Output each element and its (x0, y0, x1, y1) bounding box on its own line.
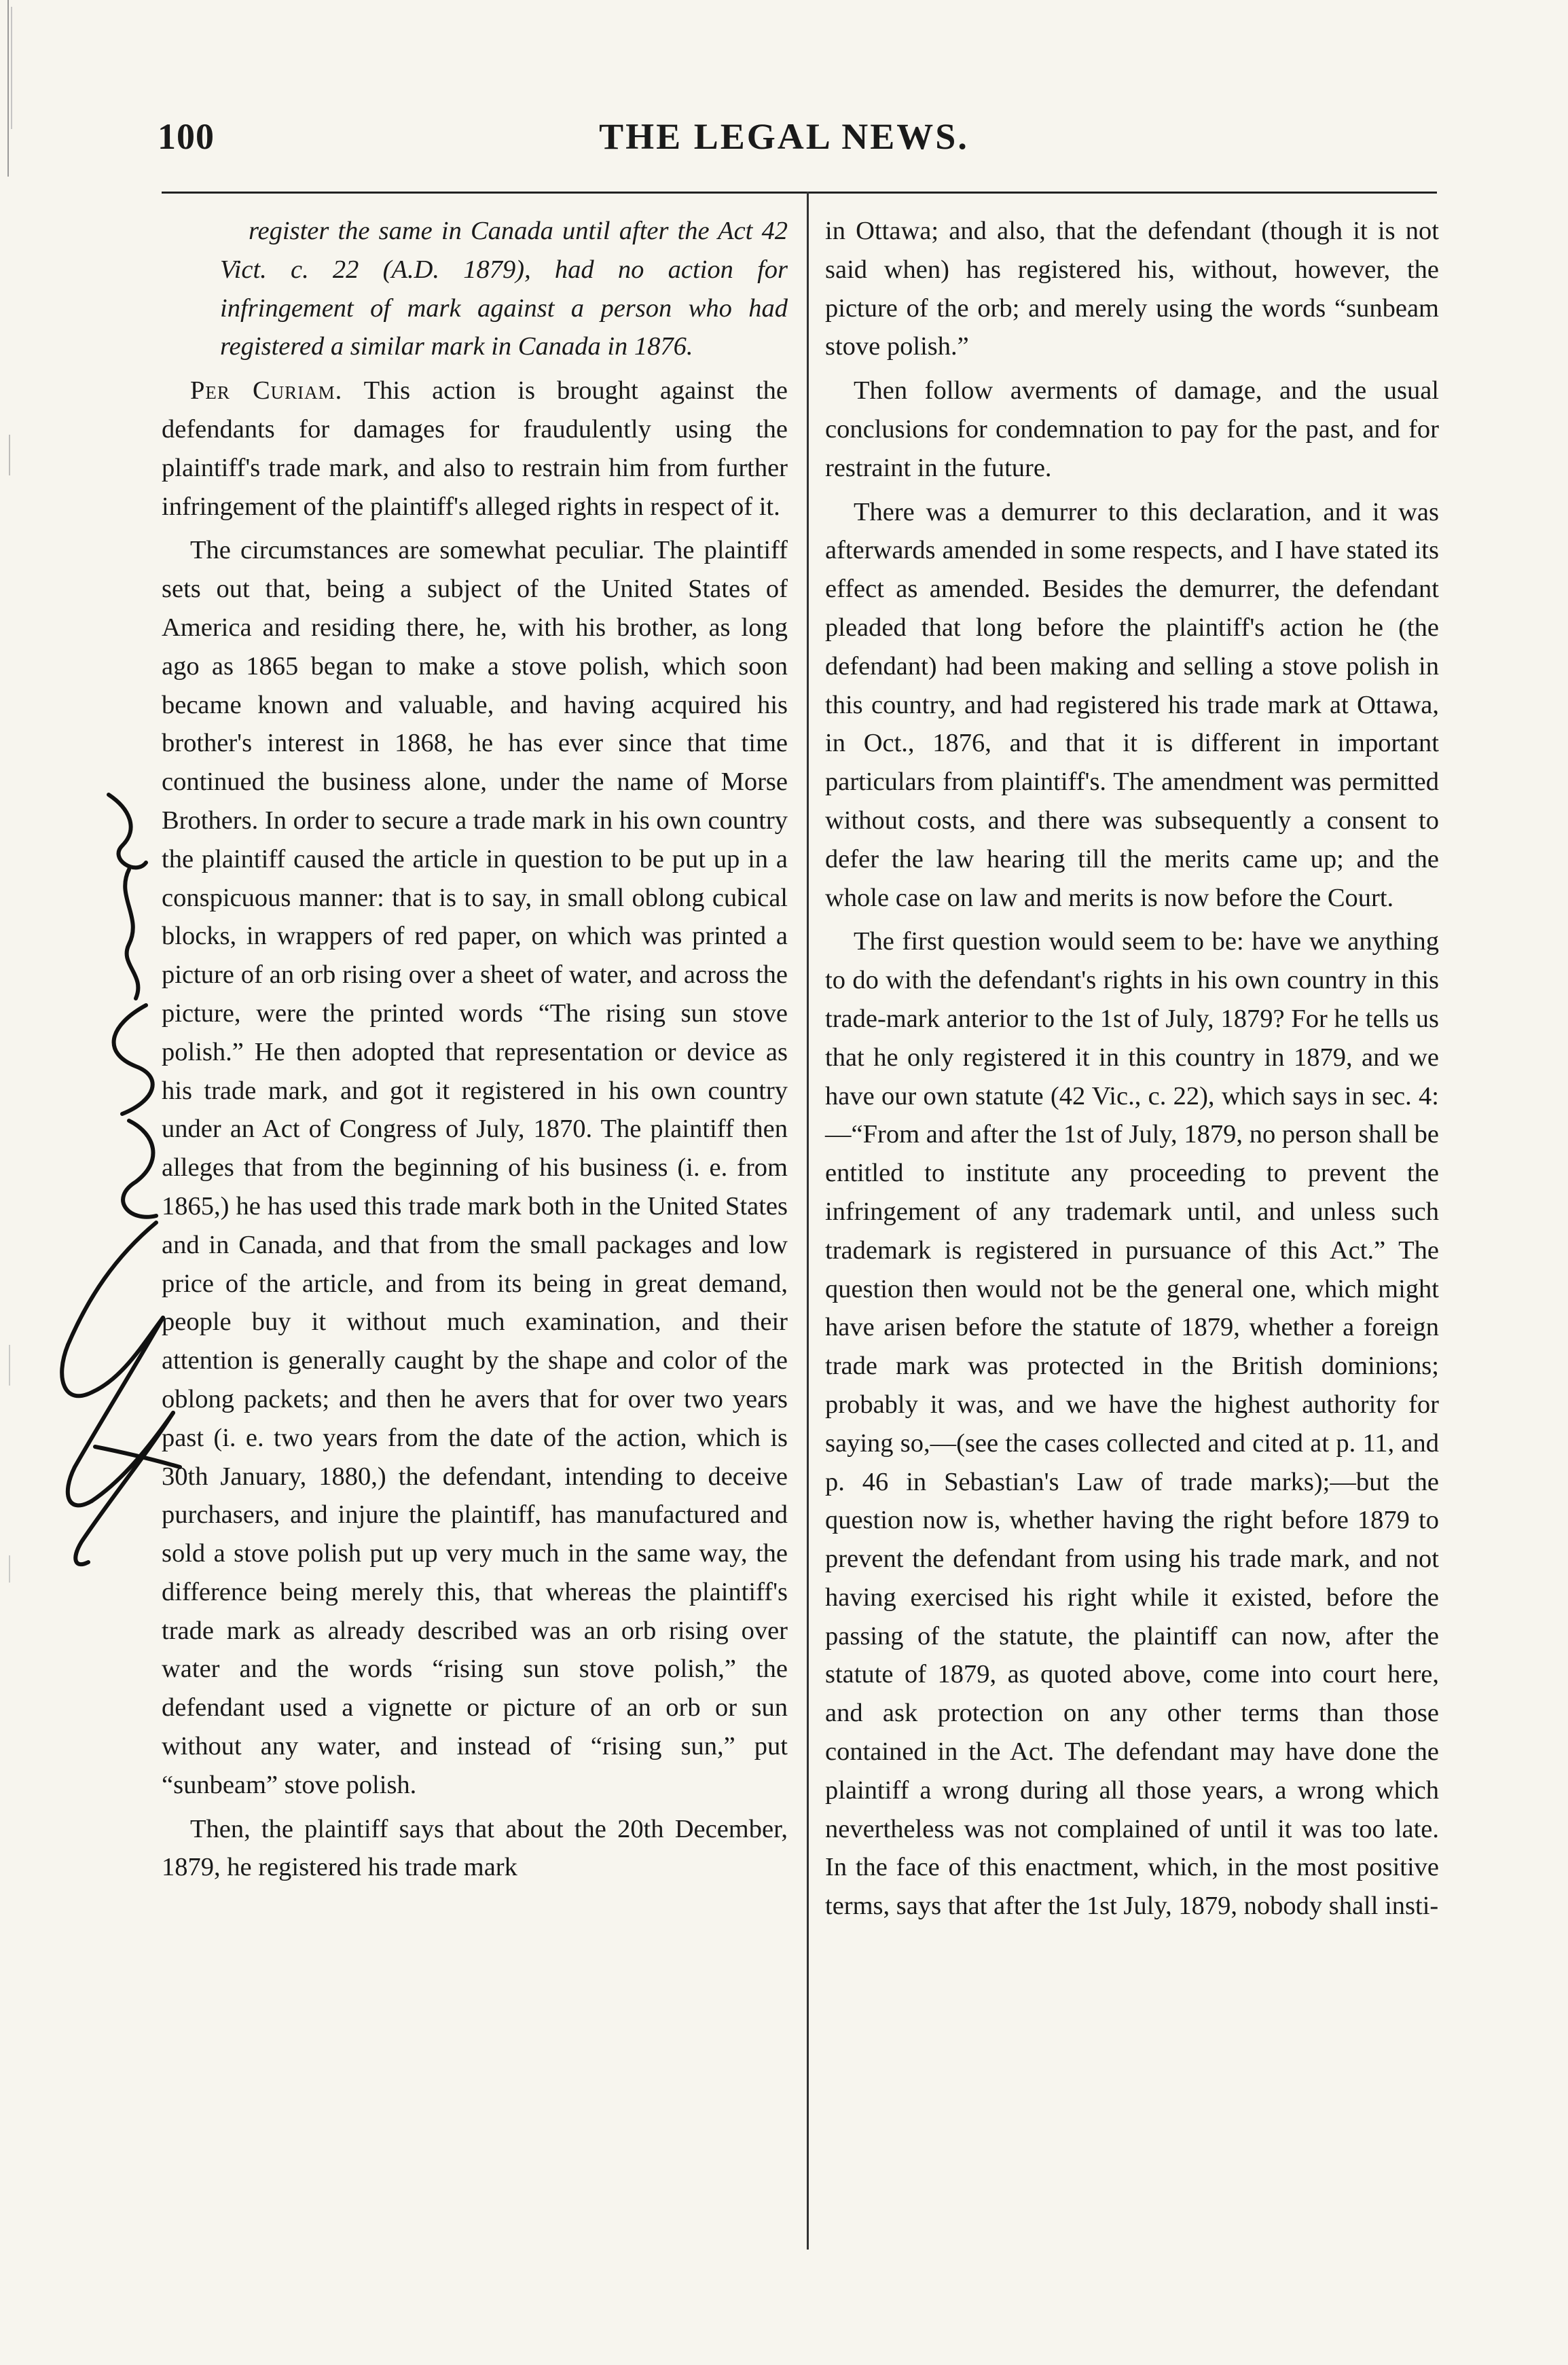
paragraph-circumstances: The circumstances are somewhat peculiar. The plaintiff sets out that, being a subject of the United States of America and residing there, he, with his brother, as long ago as 1865 began to make a stove polish, which soon became known and valuable, and having acquired his brother's interest in 1868, he has ever since that time continued the business alone, under the name of Morse Brothers. In order to secure a trade mark in his own country the plaintiff caused the article in question to be put up in a conspicuous manner: that is to say, in small oblong cubical blocks, in wrappers of red paper, on which was printed a picture of an orb rising over a sheet of water, and across the picture, were the printed words “The rising sun stove polish.” He then adopted that representation or device as his trade mark, and got it registered in his own country under an Act of Congress of July, 1870. The plaintiff then alleges that from the beginning of his business (i. e. from 1865,) he has used this trade mark both in the United States and in Canada, and that from the small packages and low price of the article, and from its being in great demand, people buy it without much examination, and their attention is generally caught by the shape and color of the oblong packets; and then he avers that for over two years past (i. e. two years from the date of the action, which is 30th January, 1880,) the defendant, intending to deceive purchasers, and injure the plaintiff, has manufactured and sold a stove polish put up very much in the same way, the difference being merely this, that whereas the plaintiff's trade mark as already described was an orb rising over water and the words “rising sun stove polish,” the defendant used a vignette or picture of an orb or sun without any water, and instead of “rising sun,” put “sunbeam” stove polish. (162, 536, 788, 1799)
column-divider (807, 192, 809, 2250)
per-curiam-label: Per Curiam. (190, 376, 343, 405)
handwritten-signature (27, 781, 183, 1576)
header-rule (162, 192, 1437, 194)
paragraph-first-question: The first question would seem to be: have we anything to do with the defendant's rights in his own country in this trade-mark anterior to the 1st of July, 1879? For he tells us that he only registered it in this country in 1879, and we have our own statute (42 Vic., c. 22), which says in sec. 4:—“From and after the 1st of July, 1879, no person shall be entitled to institute any proceeding to prevent the infringement of any trademark until, and unless such trademark is registered in pursuance of this Act.” The question then would not be the general one, which might have arisen before the statute of 1879, whether a foreign trade mark was protected in the British dominions; probably it was, and we have the highest authority for saying so,—(see the cases collected and cited at p. 11, and p. 46 in Sebastian's Law of trade marks);—but the question now is, whether having the right before 1879 to prevent the defendant from using his trade mark, and not having exercised his right while it existed, before the passing of the statute, the plaintiff can now, after the statute of 1879, as quoted above, come into court here, and ask protection on any other terms than those contained in the Act. The defendant may have done the plaintiff a wrong during all those years, a wrong which nevertheless was not complained of until it was too late. In the face of this enactment, which, in the most positive terms, says that after the 1st July, 1879, nobody shall insti- (825, 927, 1439, 1921)
running-head-title: THE LEGAL NEWS. (599, 116, 969, 157)
paragraph-per-curiam (162, 372, 788, 526)
left-column (162, 212, 788, 1892)
right-column (825, 212, 1439, 1931)
scan-edge-marks (5, 0, 18, 2362)
paragraph-continued: in Ottawa; and also, that the defendant (though it is not said when) has registered his, without, however, the picture of the orb; and merely using the words “sunbeam stove polish.” (825, 217, 1439, 361)
paragraph-demurrer: There was a demurrer to this declaration, and it was afterwards amended in some respects, and I have stated its effect as amended. Besides the demurrer, the defendant pleaded that long before the plaintiff's action he (the defendant) had been making and selling a stove polish in this country, and had registered his trade mark at Ottawa, in Oct., 1876, and that it is different in important particulars from plaintiff's. The amendment was permitted without costs, and there was subsequently a consent to defer the law hearing till the merits came up; and the whole case on law and merits is now before the Court. (825, 497, 1439, 912)
headnote: register the same in Canada until after the Act 42 Vict. c. 22 (A.D. 1879), had no action for infringement of mark against a person who had registered a similar mark in Canada in 1876. (220, 217, 788, 361)
page-number: 100 (158, 116, 215, 157)
paragraph-text: This action is brought against the defendants for damages for fraudulently using the plaintiff's trade mark, and also to restrain him from further infringement of the plaintiff's alleged rights in respect of it. (162, 376, 788, 521)
paragraph-averments: Then follow averments of damage, and the usual conclusions for condemnation to pay for the past, and for restraint in the future. (825, 376, 1439, 482)
paragraph-registration: Then, the plaintiff says that about the 20th December, 1879, he registered his trade mark (162, 1814, 788, 1882)
